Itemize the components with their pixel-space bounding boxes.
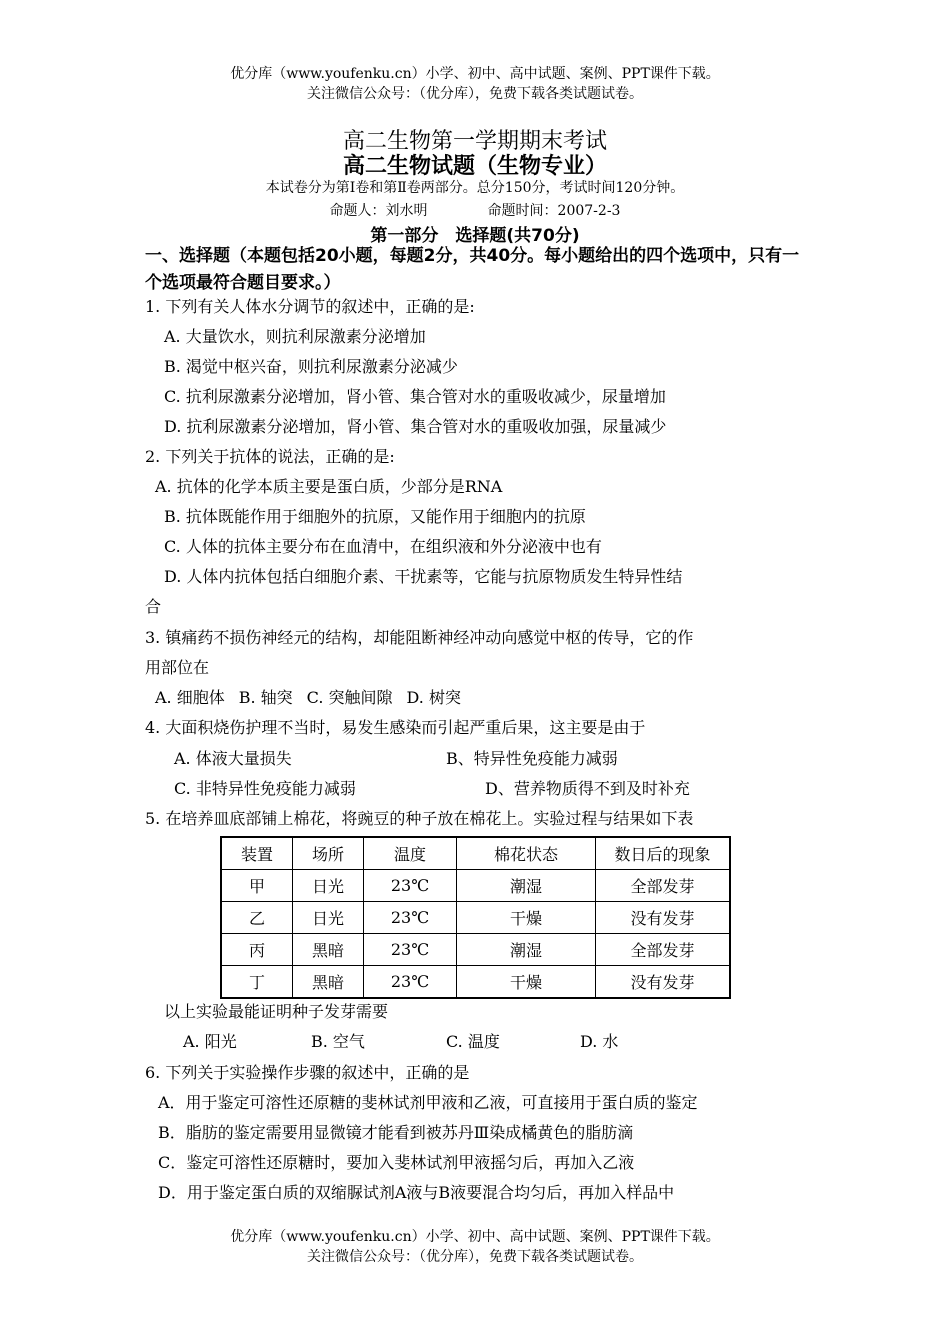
table-cell: 黑暗 [293,934,364,966]
q6-option-a: A．用于鉴定可溶性还原糖的斐林试剂甲液和乙液，可直接用于蛋白质的鉴定 [158,1093,698,1112]
exam-date: 2007-2-3 [557,203,621,219]
date-label: 命题时间： [487,203,558,219]
q6-option-d: D．用于鉴定蛋白质的双缩脲试剂A液与B液要混合均匀后，再加入样品中 [158,1183,675,1202]
author-label: 命题人： [329,203,386,219]
q2-option-a: A. 抗体的化学本质主要是蛋白质，少部分是RNA [155,477,503,496]
table-cell: 23℃ [364,966,457,999]
footer-line-1: 优分库（www.youfenku.cn）小学、初中、高中试题、案例、PPT课件下载。 [230,1229,720,1245]
table-header-cell: 场所 [293,837,364,870]
table-cell: 全部发芽 [596,870,731,902]
table-cell: 23℃ [364,870,457,902]
q5-option-b: B. 空气 [311,1032,365,1051]
table-cell: 丙 [221,934,293,966]
q4-option-c: C. 非特异性免疫能力减弱 [174,779,356,798]
q5-option-d: D. 水 [580,1032,619,1051]
q3-option-b: B. 轴突 [238,688,293,707]
q2-option-d-line2: 合 [145,597,162,616]
table-cell: 没有发芽 [596,966,731,999]
table-row [221,966,730,999]
q6-stem: 6. 下列关于实验操作步骤的叙述中，正确的是 [145,1063,470,1082]
q3-options [155,688,461,708]
author-name: 刘水明 [385,203,428,219]
table-cell: 23℃ [364,902,457,934]
table-row [221,870,730,902]
q1-stem: 1. 下列有关人体水分调节的叙述中，正确的是: [145,297,475,316]
page-subtitle: 高二生物试题（生物专业） [342,154,607,179]
table-cell: 干燥 [457,966,596,999]
header-line-1: 优分库（www.youfenku.cn）小学、初中、高中试题、案例、PPT课件下载。 [230,66,720,82]
table-cell: 日光 [293,902,364,934]
table-header-cell: 温度 [364,837,457,870]
footer-line-2: 关注微信公众号：（优分库），免费下载各类试题试卷。 [307,1249,643,1265]
table-cell: 乙 [221,902,293,934]
q4-option-a: A. 体液大量损失 [174,749,292,768]
q5-conclusion: 以上实验最能证明种子发芽需要 [164,1002,389,1021]
q1-option-b: B. 渴觉中枢兴奋，则抗利尿激素分泌减少 [164,357,458,376]
q1-option-d: D. 抗利尿激素分泌增加，肾小管、集合管对水的重吸收加强，尿量减少 [164,417,667,436]
q5-option-a: A. 阳光 [183,1032,237,1051]
q2-option-c: C. 人体的抗体主要分布在血清中，在组织液和外分泌液中也有 [164,537,602,556]
header-line-2: 关注微信公众号：（优分库），免费下载各类试题试卷。 [307,86,643,102]
exam-intro: 本试卷分为第Ⅰ卷和第Ⅱ卷两部分。总分150分，考试时间120分钟。 [265,180,685,196]
part-one-heading: 第一部分 选择题(共70分) [370,226,580,246]
page-title: 高二生物第一学期期末考试 [342,129,607,154]
table-cell: 潮湿 [457,870,596,902]
table-header-row [221,837,730,870]
table-cell: 丁 [221,966,293,999]
q3-stem-line2: 用部位在 [145,658,210,677]
table-cell: 日光 [293,870,364,902]
q3-option-a: A. 细胞体 [155,688,225,707]
table-header-cell: 数日后的现象 [596,837,731,870]
q5-option-c: C. 温度 [446,1032,500,1051]
table-cell: 没有发芽 [596,902,731,934]
q4-stem: 4. 大面积烧伤护理不当时，易发生感染而引起严重后果，这主要是由于 [145,718,646,737]
q3-option-c: C. 突触间隙 [306,688,393,707]
table-cell: 潮湿 [457,934,596,966]
table-cell: 23℃ [364,934,457,966]
table-header-cell: 装置 [221,837,293,870]
exam-author-line [0,200,950,220]
q6-option-b: B．脂肪的鉴定需要用显微镜才能看到被苏丹Ⅲ染成橘黄色的脂肪滴 [158,1123,634,1142]
table-cell: 黑暗 [293,966,364,999]
q4-option-d: D、营养物质得不到及时补充 [485,779,690,798]
table-cell: 全部发芽 [596,934,731,966]
q1-option-a: A. 大量饮水，则抗利尿激素分泌增加 [164,327,426,346]
table-header-cell: 棉花状态 [457,837,596,870]
table-row [221,934,730,966]
experiment-table [220,836,731,999]
q5-stem: 5. 在培养皿底部铺上棉花，将豌豆的种子放在棉花上。实验过程与结果如下表 [145,809,694,828]
q2-option-b: B. 抗体既能作用于细胞外的抗原，又能作用于细胞内的抗原 [164,507,586,526]
table-row [221,902,730,934]
q2-stem: 2. 下列关于抗体的说法，正确的是: [145,447,395,466]
q4-option-b: B、特异性免疫能力减弱 [446,749,618,768]
table-cell: 干燥 [457,902,596,934]
q6-option-c: C．鉴定可溶性还原糖时，要加入斐林试剂甲液摇匀后，再加入乙液 [158,1153,635,1172]
table-cell: 甲 [221,870,293,902]
section-one-instructions: 一、选择题（本题包括20小题，每题2分，共40分。每小题给出的四个选项中，只有一个选项最符合题目要求。） [145,246,800,293]
q1-option-c: C. 抗利尿激素分泌增加，肾小管、集合管对水的重吸收减少，尿量增加 [164,387,666,406]
q2-option-d-line1: D. 人体内抗体包括白细胞介素、干扰素等，它能与抗原物质发生特异性结 [164,567,683,586]
q3-option-d: D. 树突 [406,688,461,707]
q3-stem-line1: 3. 镇痛药不损伤神经元的结构，却能阻断神经冲动向感觉中枢的传导，它的作 [145,628,694,647]
